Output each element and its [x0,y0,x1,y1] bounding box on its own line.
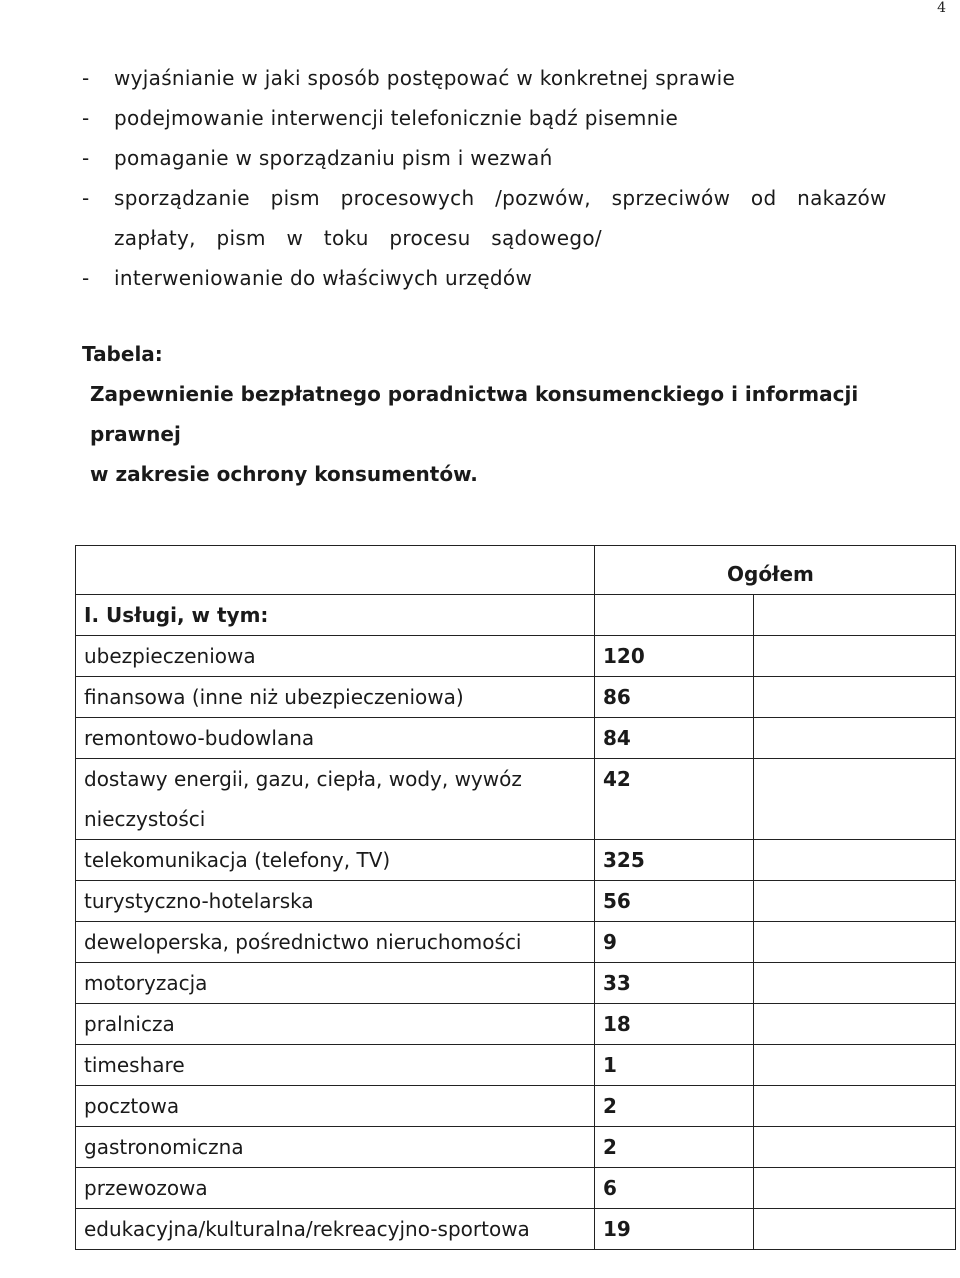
caption-title: Zapewnienie bezpłatnego poradnictwa konsumenckiego i informacji prawnej [90,382,859,446]
empty-cell [754,636,956,677]
section-row [76,595,956,636]
table-row [76,1086,956,1127]
header-empty-cell [76,546,595,595]
table-row [76,840,956,881]
list-item: - pomaganie w sporządzaniu pism i wezwań [82,146,553,170]
list-item-text: sporządzanie pism procesowych /pozwów, sprzeciwów od nakazów zapłaty, pism w toku procesu sądowego/ [114,186,887,250]
row-value: 325 [595,840,754,881]
list-item-text: interweniowanie do właściwych urzędów [114,266,533,290]
row-label: gastronomiczna [76,1127,595,1168]
empty-cell [754,677,956,718]
row-label: finansowa (inne niż ubezpieczeniowa) [76,677,595,718]
row-label: timeshare [76,1045,595,1086]
row-label: dostawy energii, gazu, ciepła, wody, wywóz nieczystości [76,759,595,840]
row-label: pralnicza [76,1004,595,1045]
table-row [76,677,956,718]
page-number: 4 [937,0,946,16]
row-label: telekomunikacja (telefony, TV) [76,840,595,881]
table-row [76,922,956,963]
row-value: 56 [595,881,754,922]
caption-subtitle: w zakresie ochrony konsumentów. [90,462,478,486]
bullet-list [82,58,952,298]
empty-cell [754,922,956,963]
table-row [76,1209,956,1250]
table-row [76,1004,956,1045]
empty-cell [754,881,956,922]
row-value: 42 [595,759,754,840]
row-label: pocztowa [76,1086,595,1127]
row-value: 2 [595,1086,754,1127]
table-row [76,718,956,759]
row-value: 19 [595,1209,754,1250]
row-value: 6 [595,1168,754,1209]
table-row [76,1168,956,1209]
table-row [76,1045,956,1086]
table-row [76,881,956,922]
row-value: 84 [595,718,754,759]
table-caption [82,334,952,494]
table-row [76,636,956,677]
table-header-row [76,546,956,595]
row-label: deweloperska, pośrednictwo nieruchomości [76,922,595,963]
empty-cell [754,1127,956,1168]
caption-label: Tabela: [82,342,163,366]
empty-cell [754,1168,956,1209]
list-item-text: wyjaśnianie w jaki sposób postępować w konkretnej sprawie [114,66,736,90]
row-value: 120 [595,636,754,677]
row-value: 18 [595,1004,754,1045]
empty-cell [754,963,956,1004]
table-row [76,1127,956,1168]
row-label: edukacyjna/kulturalna/rekreacyjno-sportowa [76,1209,595,1250]
row-value: 2 [595,1127,754,1168]
section-value-cell [595,595,754,636]
list-item: - podejmowanie interwencji telefonicznie bądź pisemnie [82,106,679,130]
empty-cell [754,1209,956,1250]
row-value: 33 [595,963,754,1004]
list-item: - wyjaśnianie w jaki sposób postępować w konkretnej sprawie [82,66,736,90]
row-label: motoryzacja [76,963,595,1004]
row-value: 1 [595,1045,754,1086]
header-total: Ogółem [595,546,956,595]
table-row [76,759,956,840]
empty-cell [754,718,956,759]
row-label: remontowo-budowlana [76,718,595,759]
empty-cell [754,840,956,881]
section-label: I. Usługi, w tym: [76,595,595,636]
table-row [76,963,956,1004]
list-item-text: podejmowanie interwencji telefonicznie bądź pisemnie [114,106,679,130]
row-value: 86 [595,677,754,718]
list-item: - interweniowanie do właściwych urzędów [82,266,533,290]
empty-cell [754,759,956,840]
row-label: przewozowa [76,1168,595,1209]
empty-cell [754,1045,956,1086]
row-label: ubezpieczeniowa [76,636,595,677]
empty-cell [754,595,956,636]
row-value: 9 [595,922,754,963]
empty-cell [754,1086,956,1127]
services-table [75,545,956,1250]
list-item-text: pomaganie w sporządzaniu pism i wezwań [114,146,553,170]
row-label: turystyczno-hotelarska [76,881,595,922]
empty-cell [754,1004,956,1045]
list-item: - sporządzanie pism procesowych /pozwów, sprzeciwów od nakazów zapłaty, pism w toku procesu sądowego/ [82,186,887,250]
